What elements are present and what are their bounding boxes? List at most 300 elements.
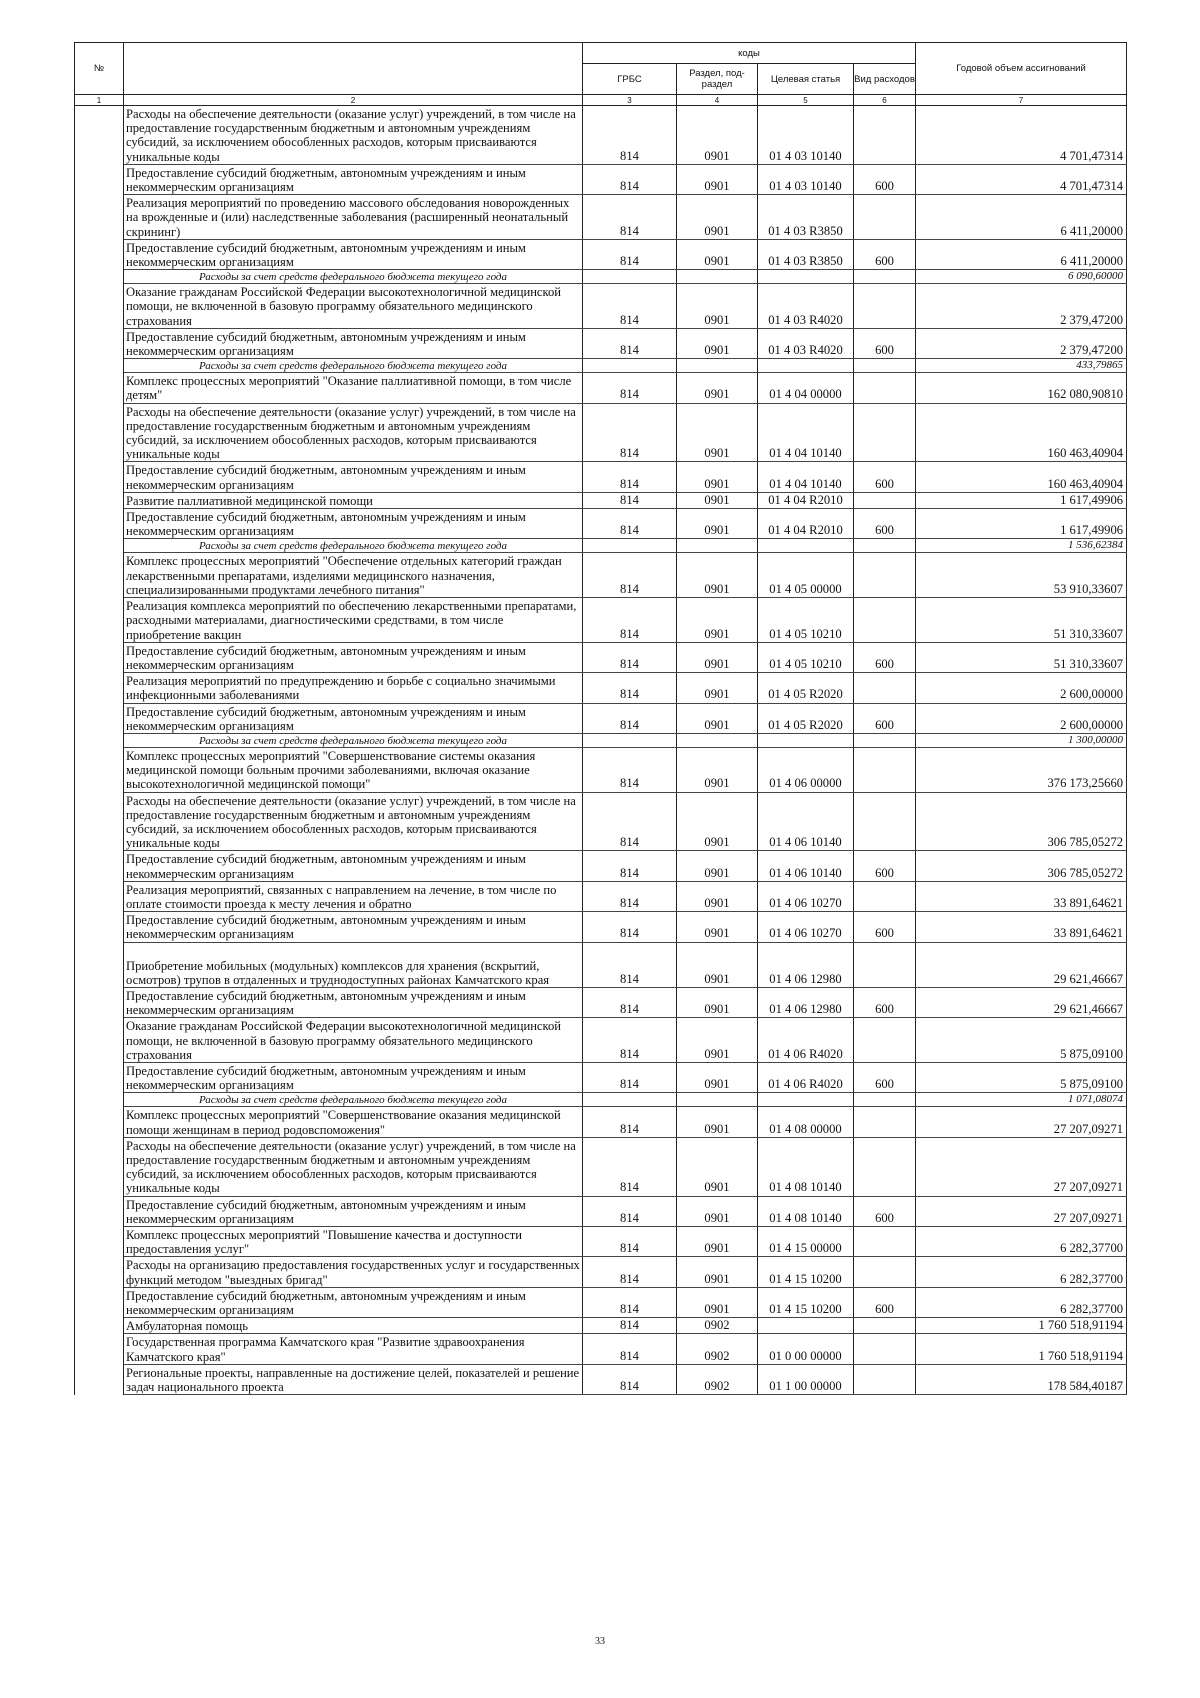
- col-number: 2: [124, 95, 583, 106]
- row-name: Региональные проекты, направленные на достижение целей, показателей и решение задач национального проекта: [124, 1364, 583, 1394]
- row-amount: 433,79865: [916, 359, 1127, 373]
- row-kind: [854, 1318, 916, 1334]
- row-grbs: 814: [583, 403, 677, 462]
- row-section: 0902: [677, 1364, 758, 1394]
- table-row: [75, 328, 1127, 358]
- header-name: [124, 43, 583, 95]
- row-target: 01 4 05 10210: [758, 642, 854, 672]
- row-amount: 27 207,09271: [916, 1107, 1127, 1137]
- row-number-cell: [75, 733, 124, 747]
- row-name: Реализация мероприятий, связанных с направлением на лечение, в том числе по оплате стоимости проезда к месту лечения и обратно: [124, 881, 583, 911]
- row-name: Амбулаторная помощь: [124, 1318, 583, 1334]
- row-section: 0901: [677, 1287, 758, 1317]
- row-grbs: 814: [583, 1227, 677, 1257]
- row-amount: 162 080,90810: [916, 373, 1127, 403]
- row-section: [677, 539, 758, 553]
- row-target: 01 4 04 R2010: [758, 509, 854, 539]
- row-name: Расходы за счет средств федерального бюджета текущего года: [124, 359, 583, 373]
- table-row: [75, 642, 1127, 672]
- row-number-cell: [75, 1318, 124, 1334]
- budget-table: [74, 42, 1127, 1395]
- row-target: 01 4 06 10140: [758, 792, 854, 851]
- row-section: 0901: [677, 462, 758, 492]
- row-name: Оказание гражданам Российской Федерации высокотехнологичной медицинской помощи, не включенной в базовую программу обязательного медицинского страхования: [124, 284, 583, 329]
- row-grbs: 814: [583, 1137, 677, 1196]
- row-number-cell: [75, 1257, 124, 1287]
- row-kind: 600: [854, 328, 916, 358]
- table-row: [75, 1227, 1127, 1257]
- row-name: Предоставление субсидий бюджетным, автономным учреждениям и иным некоммерческим организациям: [124, 1062, 583, 1092]
- row-amount: 6 411,20000: [916, 195, 1127, 240]
- row-section: 0901: [677, 373, 758, 403]
- table-header: [75, 43, 1127, 106]
- row-grbs: 814: [583, 195, 677, 240]
- table-row: [75, 1364, 1127, 1394]
- row-section: 0901: [677, 881, 758, 911]
- row-amount: 33 891,64621: [916, 912, 1127, 942]
- row-kind: 600: [854, 239, 916, 269]
- table-row: [75, 881, 1127, 911]
- row-target: [758, 1318, 854, 1334]
- row-amount: 4 701,47314: [916, 164, 1127, 194]
- row-name: Расходы на обеспечение деятельности (оказание услуг) учреждений, в том числе на предоставление государственным бюджетным и автономным учреждениям субсидий, за исключением обособленных расходов, которым присваиваются уникальные коды: [124, 106, 583, 165]
- row-section: 0901: [677, 195, 758, 240]
- row-amount: 5 875,09100: [916, 1018, 1127, 1063]
- header-amount: Годовой объем ассигнований: [916, 43, 1127, 95]
- table-row: [75, 1334, 1127, 1364]
- table-row: [75, 1137, 1127, 1196]
- row-section: 0901: [677, 851, 758, 881]
- row-name: Расходы за счет средств федерального бюджета текущего года: [124, 1093, 583, 1107]
- row-number-cell: [75, 284, 124, 329]
- row-kind: [854, 673, 916, 703]
- row-section: 0901: [677, 403, 758, 462]
- row-target: 01 4 06 10270: [758, 912, 854, 942]
- table-row: [75, 1107, 1127, 1137]
- row-kind: [854, 1093, 916, 1107]
- row-grbs: 814: [583, 1018, 677, 1063]
- row-amount: 29 621,46667: [916, 942, 1127, 987]
- col-number: 3: [583, 95, 677, 106]
- row-grbs: [583, 539, 677, 553]
- row-amount: 2 600,00000: [916, 673, 1127, 703]
- row-target: 01 4 06 00000: [758, 747, 854, 792]
- row-target: 01 4 15 00000: [758, 1227, 854, 1257]
- row-name: Оказание гражданам Российской Федерации высокотехнологичной медицинской помощи, не включенной в базовую программу обязательного медицинского страхования: [124, 1018, 583, 1063]
- row-section: 0901: [677, 1257, 758, 1287]
- table-row: [75, 747, 1127, 792]
- row-name: Комплекс процессных мероприятий "Повышение качества и доступности предоставления услуг": [124, 1227, 583, 1257]
- row-name: Расходы за счет средств федерального бюджета текущего года: [124, 539, 583, 553]
- row-number-cell: [75, 403, 124, 462]
- row-amount: 1 071,08074: [916, 1093, 1127, 1107]
- row-kind: [854, 792, 916, 851]
- row-grbs: 814: [583, 1107, 677, 1137]
- row-grbs: 814: [583, 509, 677, 539]
- row-target: 01 4 06 R4020: [758, 1062, 854, 1092]
- table-row: [75, 792, 1127, 851]
- row-kind: [854, 881, 916, 911]
- row-amount: 5 875,09100: [916, 1062, 1127, 1092]
- table-row: [75, 598, 1127, 643]
- row-target: [758, 270, 854, 284]
- row-number-cell: [75, 792, 124, 851]
- row-amount: 1 617,49906: [916, 509, 1127, 539]
- row-kind: 600: [854, 1196, 916, 1226]
- row-kind: 600: [854, 912, 916, 942]
- row-grbs: 814: [583, 284, 677, 329]
- row-target: 01 4 03 10140: [758, 164, 854, 194]
- table-row: [75, 703, 1127, 733]
- row-kind: [854, 1227, 916, 1257]
- row-grbs: [583, 270, 677, 284]
- row-grbs: 814: [583, 987, 677, 1017]
- header-section: Раздел, под-раздел: [677, 64, 758, 95]
- row-section: 0901: [677, 703, 758, 733]
- row-number-cell: [75, 270, 124, 284]
- row-target: 01 4 05 10210: [758, 598, 854, 643]
- row-kind: [854, 1364, 916, 1394]
- row-number-cell: [75, 1227, 124, 1257]
- row-section: 0901: [677, 492, 758, 508]
- row-section: 0901: [677, 792, 758, 851]
- row-grbs: 814: [583, 1364, 677, 1394]
- row-name: Предоставление субсидий бюджетным, автономным учреждениям и иным некоммерческим организациям: [124, 328, 583, 358]
- row-target: 01 4 06 10270: [758, 881, 854, 911]
- row-kind: [854, 598, 916, 643]
- row-name: Предоставление субсидий бюджетным, автономным учреждениям и иным некоммерческим организациям: [124, 164, 583, 194]
- row-kind: 600: [854, 703, 916, 733]
- row-name: Предоставление субсидий бюджетным, автономным учреждениям и иным некоммерческим организациям: [124, 642, 583, 672]
- row-amount: 6 411,20000: [916, 239, 1127, 269]
- row-section: 0901: [677, 239, 758, 269]
- federal-budget-row: [75, 539, 1127, 553]
- row-amount: 6 282,37700: [916, 1227, 1127, 1257]
- row-name: Расходы на обеспечение деятельности (оказание услуг) учреждений, в том числе на предоставление государственным бюджетным и автономным учреждениям субсидий, за исключением обособленных расходов, которым присваиваются уникальные коды: [124, 792, 583, 851]
- row-number-cell: [75, 164, 124, 194]
- row-target: 01 4 08 00000: [758, 1107, 854, 1137]
- row-kind: [854, 492, 916, 508]
- table-row: [75, 195, 1127, 240]
- row-section: 0901: [677, 1107, 758, 1137]
- row-amount: 51 310,33607: [916, 598, 1127, 643]
- row-grbs: 814: [583, 747, 677, 792]
- row-kind: 600: [854, 1062, 916, 1092]
- row-number-cell: [75, 987, 124, 1017]
- row-number-cell: [75, 1364, 124, 1394]
- row-amount: 1 760 518,91194: [916, 1334, 1127, 1364]
- row-amount: 376 173,25660: [916, 747, 1127, 792]
- row-name: Расходы за счет средств федерального бюджета текущего года: [124, 733, 583, 747]
- header-num: №: [75, 43, 124, 95]
- row-amount: 1 760 518,91194: [916, 1318, 1127, 1334]
- row-target: 01 1 00 00000: [758, 1364, 854, 1394]
- row-target: 01 4 06 R4020: [758, 1018, 854, 1063]
- row-name: Предоставление субсидий бюджетным, автономным учреждениям и иным некоммерческим организациям: [124, 987, 583, 1017]
- row-target: 01 4 04 00000: [758, 373, 854, 403]
- row-name: Расходы на организацию предоставления государственных услуг и государственных функций методом "выездных бригад": [124, 1257, 583, 1287]
- row-name: Реализация мероприятий по проведению массового обследования новорожденных на врожденные и (или) наследственные заболевания (расширенный неонатальный скрининг): [124, 195, 583, 240]
- row-section: [677, 270, 758, 284]
- row-section: 0901: [677, 642, 758, 672]
- row-amount: 33 891,64621: [916, 881, 1127, 911]
- row-section: 0901: [677, 1137, 758, 1196]
- row-grbs: 814: [583, 492, 677, 508]
- col-number: 1: [75, 95, 124, 106]
- row-section: 0901: [677, 509, 758, 539]
- row-section: [677, 359, 758, 373]
- row-number-cell: [75, 373, 124, 403]
- row-amount: 51 310,33607: [916, 642, 1127, 672]
- row-target: 01 4 15 10200: [758, 1287, 854, 1317]
- row-target: [758, 539, 854, 553]
- row-kind: [854, 553, 916, 598]
- row-name: Комплекс процессных мероприятий "Обеспечение отдельных категорий граждан лекарственными препаратами, изделиями медицинского назначения, специализированными продуктами лечебного питания": [124, 553, 583, 598]
- row-section: 0901: [677, 328, 758, 358]
- row-amount: 1 300,00000: [916, 733, 1127, 747]
- row-grbs: 814: [583, 1287, 677, 1317]
- table-row: [75, 1318, 1127, 1334]
- table-row: [75, 851, 1127, 881]
- table-row: [75, 106, 1127, 165]
- row-grbs: 814: [583, 462, 677, 492]
- row-number-cell: [75, 642, 124, 672]
- row-number-cell: [75, 881, 124, 911]
- row-target: 01 4 03 R3850: [758, 195, 854, 240]
- row-grbs: [583, 733, 677, 747]
- row-section: 0901: [677, 747, 758, 792]
- row-target: [758, 359, 854, 373]
- row-target: 01 4 06 12980: [758, 942, 854, 987]
- row-name: Реализация мероприятий по предупреждению и борьбе с социально значимыми инфекционными заболеваниями: [124, 673, 583, 703]
- row-target: 01 4 04 10140: [758, 403, 854, 462]
- row-section: 0901: [677, 106, 758, 165]
- row-amount: 160 463,40904: [916, 403, 1127, 462]
- table-row: [75, 164, 1127, 194]
- row-grbs: 814: [583, 373, 677, 403]
- row-number-cell: [75, 851, 124, 881]
- row-number-cell: [75, 1062, 124, 1092]
- row-name: Комплекс процессных мероприятий "Совершенствование оказания медицинской помощи женщинам в период родовспоможения": [124, 1107, 583, 1137]
- row-amount: 2 600,00000: [916, 703, 1127, 733]
- row-name: Предоставление субсидий бюджетным, автономным учреждениям и иным некоммерческим организациям: [124, 509, 583, 539]
- row-number-cell: [75, 195, 124, 240]
- row-grbs: 814: [583, 881, 677, 911]
- table-row: [75, 942, 1127, 987]
- row-kind: [854, 284, 916, 329]
- row-section: 0902: [677, 1318, 758, 1334]
- row-kind: [854, 539, 916, 553]
- row-section: 0901: [677, 1196, 758, 1226]
- row-section: 0902: [677, 1334, 758, 1364]
- row-target: [758, 1093, 854, 1107]
- row-amount: 178 584,40187: [916, 1364, 1127, 1394]
- row-target: 01 4 04 R2010: [758, 492, 854, 508]
- row-amount: 29 621,46667: [916, 987, 1127, 1017]
- row-section: 0901: [677, 553, 758, 598]
- row-amount: 2 379,47200: [916, 328, 1127, 358]
- row-grbs: 814: [583, 553, 677, 598]
- row-target: 01 4 03 R4020: [758, 328, 854, 358]
- row-grbs: [583, 1093, 677, 1107]
- row-grbs: 814: [583, 1196, 677, 1226]
- row-kind: [854, 403, 916, 462]
- row-grbs: 814: [583, 642, 677, 672]
- row-number-cell: [75, 747, 124, 792]
- table-row: [75, 373, 1127, 403]
- row-kind: [854, 942, 916, 987]
- row-kind: 600: [854, 164, 916, 194]
- row-number-cell: [75, 106, 124, 165]
- row-grbs: [583, 359, 677, 373]
- row-name: Расходы на обеспечение деятельности (оказание услуг) учреждений, в том числе на предоставление государственным бюджетным и автономным учреждениям субсидий, за исключением обособленных расходов, которым присваиваются уникальные коды: [124, 1137, 583, 1196]
- row-section: [677, 1093, 758, 1107]
- row-name: Предоставление субсидий бюджетным, автономным учреждениям и иным некоммерческим организациям: [124, 239, 583, 269]
- row-target: [758, 733, 854, 747]
- table-row: [75, 239, 1127, 269]
- row-target: 01 4 03 R3850: [758, 239, 854, 269]
- row-target: 01 4 06 12980: [758, 987, 854, 1017]
- row-target: 01 4 06 10140: [758, 851, 854, 881]
- table-row: [75, 509, 1127, 539]
- row-grbs: 814: [583, 1062, 677, 1092]
- row-target: 01 4 03 R4020: [758, 284, 854, 329]
- header-target: Целевая статья: [758, 64, 854, 95]
- page-number: 33: [595, 1636, 605, 1647]
- row-grbs: 814: [583, 328, 677, 358]
- row-kind: [854, 195, 916, 240]
- row-number-cell: [75, 1107, 124, 1137]
- row-number-cell: [75, 1196, 124, 1226]
- row-kind: [854, 106, 916, 165]
- row-amount: 1 536,62384: [916, 539, 1127, 553]
- row-kind: [854, 359, 916, 373]
- row-number-cell: [75, 328, 124, 358]
- row-amount: 27 207,09271: [916, 1196, 1127, 1226]
- row-section: 0901: [677, 164, 758, 194]
- federal-budget-row: [75, 733, 1127, 747]
- row-target: 01 4 04 10140: [758, 462, 854, 492]
- row-kind: [854, 733, 916, 747]
- table-row: [75, 284, 1127, 329]
- row-grbs: 814: [583, 239, 677, 269]
- row-kind: 600: [854, 642, 916, 672]
- row-name: Предоставление субсидий бюджетным, автономным учреждениям и иным некоммерческим организациям: [124, 912, 583, 942]
- row-target: 01 4 15 10200: [758, 1257, 854, 1287]
- row-kind: 600: [854, 462, 916, 492]
- row-amount: 306 785,05272: [916, 792, 1127, 851]
- row-section: 0901: [677, 912, 758, 942]
- row-number-cell: [75, 912, 124, 942]
- row-kind: [854, 1257, 916, 1287]
- row-name: Предоставление субсидий бюджетным, автономным учреждениям и иным некоммерческим организациям: [124, 1196, 583, 1226]
- row-kind: [854, 1018, 916, 1063]
- table-row: [75, 1062, 1127, 1092]
- row-grbs: 814: [583, 673, 677, 703]
- row-kind: [854, 373, 916, 403]
- row-grbs: 814: [583, 703, 677, 733]
- row-name: Комплекс процессных мероприятий "Оказание паллиативной помощи, в том числе детям": [124, 373, 583, 403]
- row-number-cell: [75, 239, 124, 269]
- row-number-cell: [75, 1093, 124, 1107]
- row-number-cell: [75, 553, 124, 598]
- row-target: 01 4 03 10140: [758, 106, 854, 165]
- row-section: 0901: [677, 987, 758, 1017]
- row-name: Расходы на обеспечение деятельности (оказание услуг) учреждений, в том числе на предоставление государственным бюджетным и автономным учреждениям субсидий, за исключением обособленных расходов, которым присваиваются уникальные коды: [124, 403, 583, 462]
- row-amount: 160 463,40904: [916, 462, 1127, 492]
- row-grbs: 814: [583, 1318, 677, 1334]
- row-number-cell: [75, 1287, 124, 1317]
- row-kind: [854, 270, 916, 284]
- row-name: Развитие паллиативной медицинской помощи: [124, 492, 583, 508]
- row-number-cell: [75, 942, 124, 987]
- header-grbs: ГРБС: [583, 64, 677, 95]
- row-grbs: 814: [583, 792, 677, 851]
- row-grbs: 814: [583, 942, 677, 987]
- row-name: Предоставление субсидий бюджетным, автономным учреждениям и иным некоммерческим организациям: [124, 851, 583, 881]
- row-name: Приобретение мобильных (модульных) комплексов для хранения (вскрытий, осмотров) трупов в отдаленных и труднодоступных районах Камчатского края: [124, 942, 583, 987]
- row-amount: 6 090,60000: [916, 270, 1127, 284]
- row-grbs: 814: [583, 912, 677, 942]
- row-grbs: 814: [583, 1257, 677, 1287]
- row-section: 0901: [677, 598, 758, 643]
- row-number-cell: [75, 1137, 124, 1196]
- row-number-cell: [75, 673, 124, 703]
- col-number: 5: [758, 95, 854, 106]
- row-number-cell: [75, 492, 124, 508]
- row-target: 01 4 08 10140: [758, 1137, 854, 1196]
- table-row: [75, 492, 1127, 508]
- row-section: 0901: [677, 673, 758, 703]
- table-row: [75, 553, 1127, 598]
- row-grbs: 814: [583, 1334, 677, 1364]
- table-row: [75, 1257, 1127, 1287]
- row-name: Предоставление субсидий бюджетным, автономным учреждениям и иным некоммерческим организациям: [124, 703, 583, 733]
- table-row: [75, 1018, 1127, 1063]
- row-target: 01 0 00 00000: [758, 1334, 854, 1364]
- row-section: 0901: [677, 942, 758, 987]
- row-amount: 27 207,09271: [916, 1137, 1127, 1196]
- row-kind: 600: [854, 509, 916, 539]
- row-grbs: 814: [583, 106, 677, 165]
- row-target: 01 4 08 10140: [758, 1196, 854, 1226]
- header-codes: коды: [583, 43, 916, 64]
- row-name: Комплекс процессных мероприятий "Совершенствование системы оказания медицинской помощи больным прочими заболеваниями, включая оказание высокотехнологичной медицинской помощи": [124, 747, 583, 792]
- row-target: 01 4 05 R2020: [758, 673, 854, 703]
- col-number: 7: [916, 95, 1127, 106]
- row-grbs: 814: [583, 164, 677, 194]
- row-section: [677, 733, 758, 747]
- row-amount: 6 282,37700: [916, 1287, 1127, 1317]
- row-target: 01 4 05 R2020: [758, 703, 854, 733]
- table-row: [75, 912, 1127, 942]
- row-section: 0901: [677, 1062, 758, 1092]
- row-amount: 6 282,37700: [916, 1257, 1127, 1287]
- row-section: 0901: [677, 1018, 758, 1063]
- row-name: Реализация комплекса мероприятий по обеспечению лекарственными препаратами, расходными материалами, диагностическими средствами, в том числе приобретение вакцин: [124, 598, 583, 643]
- row-amount: 306 785,05272: [916, 851, 1127, 881]
- row-number-cell: [75, 462, 124, 492]
- row-name: Предоставление субсидий бюджетным, автономным учреждениям и иным некоммерческим организациям: [124, 1287, 583, 1317]
- row-kind: [854, 1107, 916, 1137]
- row-number-cell: [75, 1018, 124, 1063]
- row-number-cell: [75, 1334, 124, 1364]
- federal-budget-row: [75, 359, 1127, 373]
- row-number-cell: [75, 598, 124, 643]
- row-section: 0901: [677, 284, 758, 329]
- row-number-cell: [75, 703, 124, 733]
- table-row: [75, 1287, 1127, 1317]
